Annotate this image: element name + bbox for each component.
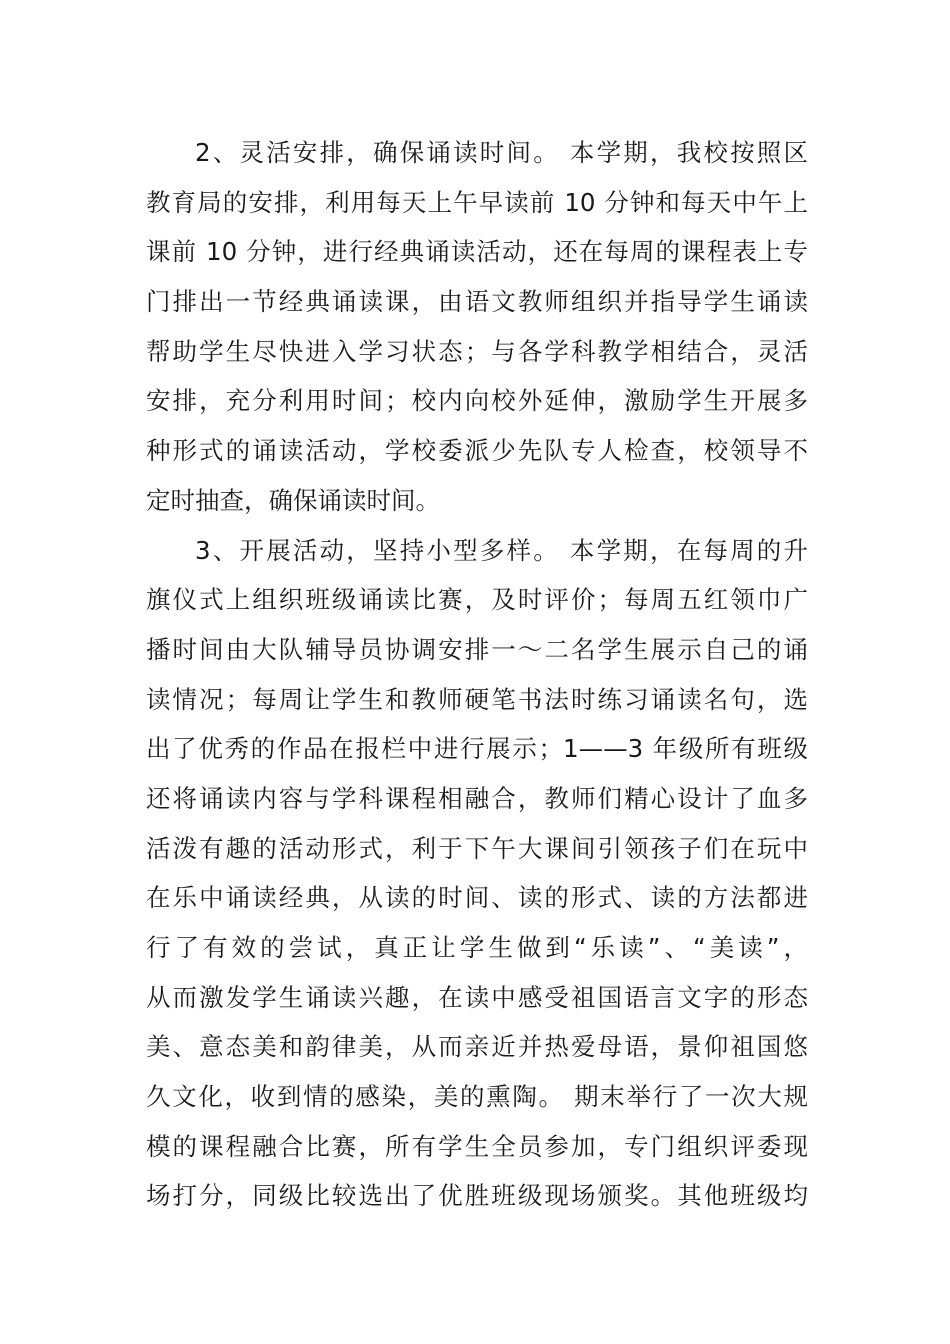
paragraph-2-line-12: 久文化，收到情的感染，美的熏陶。 期末举行了一次大规: [146, 1082, 808, 1112]
paragraph-2-line-3: 播时间由大队辅导员协调安排一～二名学生展示自己的诵: [146, 634, 808, 664]
paragraph-2-line-6: 还将诵读内容与学科课程相融合，教师们精心设计了血多: [146, 783, 808, 813]
paragraph-1-line-7: 种形式的诵读活动，学校委派少先队专人检查，校领导不: [146, 436, 808, 466]
paragraph-2-line-13: 模的课程融合比赛，所有学生全员参加，专门组织评委现: [146, 1131, 808, 1161]
paragraph-2-line-8: 在乐中诵读经典，从读的时间、读的形式、读的方法都进: [146, 883, 808, 913]
paragraph-2-line-14: 场打分，同级比较选出了优胜班级现场颁奖。其他班级均: [146, 1181, 808, 1211]
paragraph-1-line-8: 定时抽查，确保诵读时间。: [146, 485, 440, 515]
paragraph-2-line-7: 活泼有趣的活动形式，利于下午大课间引领孩子们在玩中: [146, 833, 808, 863]
paragraph-1-line-5: 帮助学生尽快进入学习状态；与各学科教学相结合，灵活: [146, 336, 808, 366]
paragraph-2-line-10: 从而激发学生诵读兴趣，在读中感受祖国语言文字的形态: [146, 982, 808, 1012]
paragraph-1-line-4: 门排出一节经典诵读课，由语文教师组织并指导学生诵读: [146, 287, 808, 317]
paragraph-1-line-6: 安排，充分利用时间；校内向校外延伸，激励学生开展多: [146, 386, 808, 416]
paragraph-2-line-4: 读情况；每周让学生和教师硬笔书法时练习诵读名句，选: [146, 684, 808, 714]
paragraph-2-line-11: 美、意态美和韵律美，从而亲近并热爱母语，景仰祖国悠: [146, 1032, 808, 1062]
paragraph-2-line-2: 旗仪式上组织班级诵读比赛，及时评价；每周五红领巾广: [146, 585, 808, 615]
paragraph-2-line-9: 行了有效的尝试，真正让学生做到“乐读”、“美读”，: [146, 933, 808, 962]
body-text: [146, 128, 808, 1221]
paragraph-2-line-5: 出了优秀的作品在报栏中进行展示；1——3 年级所有班级: [146, 734, 808, 764]
paragraph-1-line-1: 2、灵活安排，确保诵读时间。 本学期，我校按照区: [195, 138, 808, 167]
paragraph-1-line-2: 教育局的安排，利用每天上午早读前 10 分钟和每天中午上: [146, 187, 808, 217]
paragraph-1-line-3: 课前 10 分钟，进行经典诵读活动，还在每周的课程表上专: [146, 237, 808, 267]
paragraph-2-line-1: 3、开展活动，坚持小型多样。 本学期，在每周的升: [195, 535, 808, 565]
